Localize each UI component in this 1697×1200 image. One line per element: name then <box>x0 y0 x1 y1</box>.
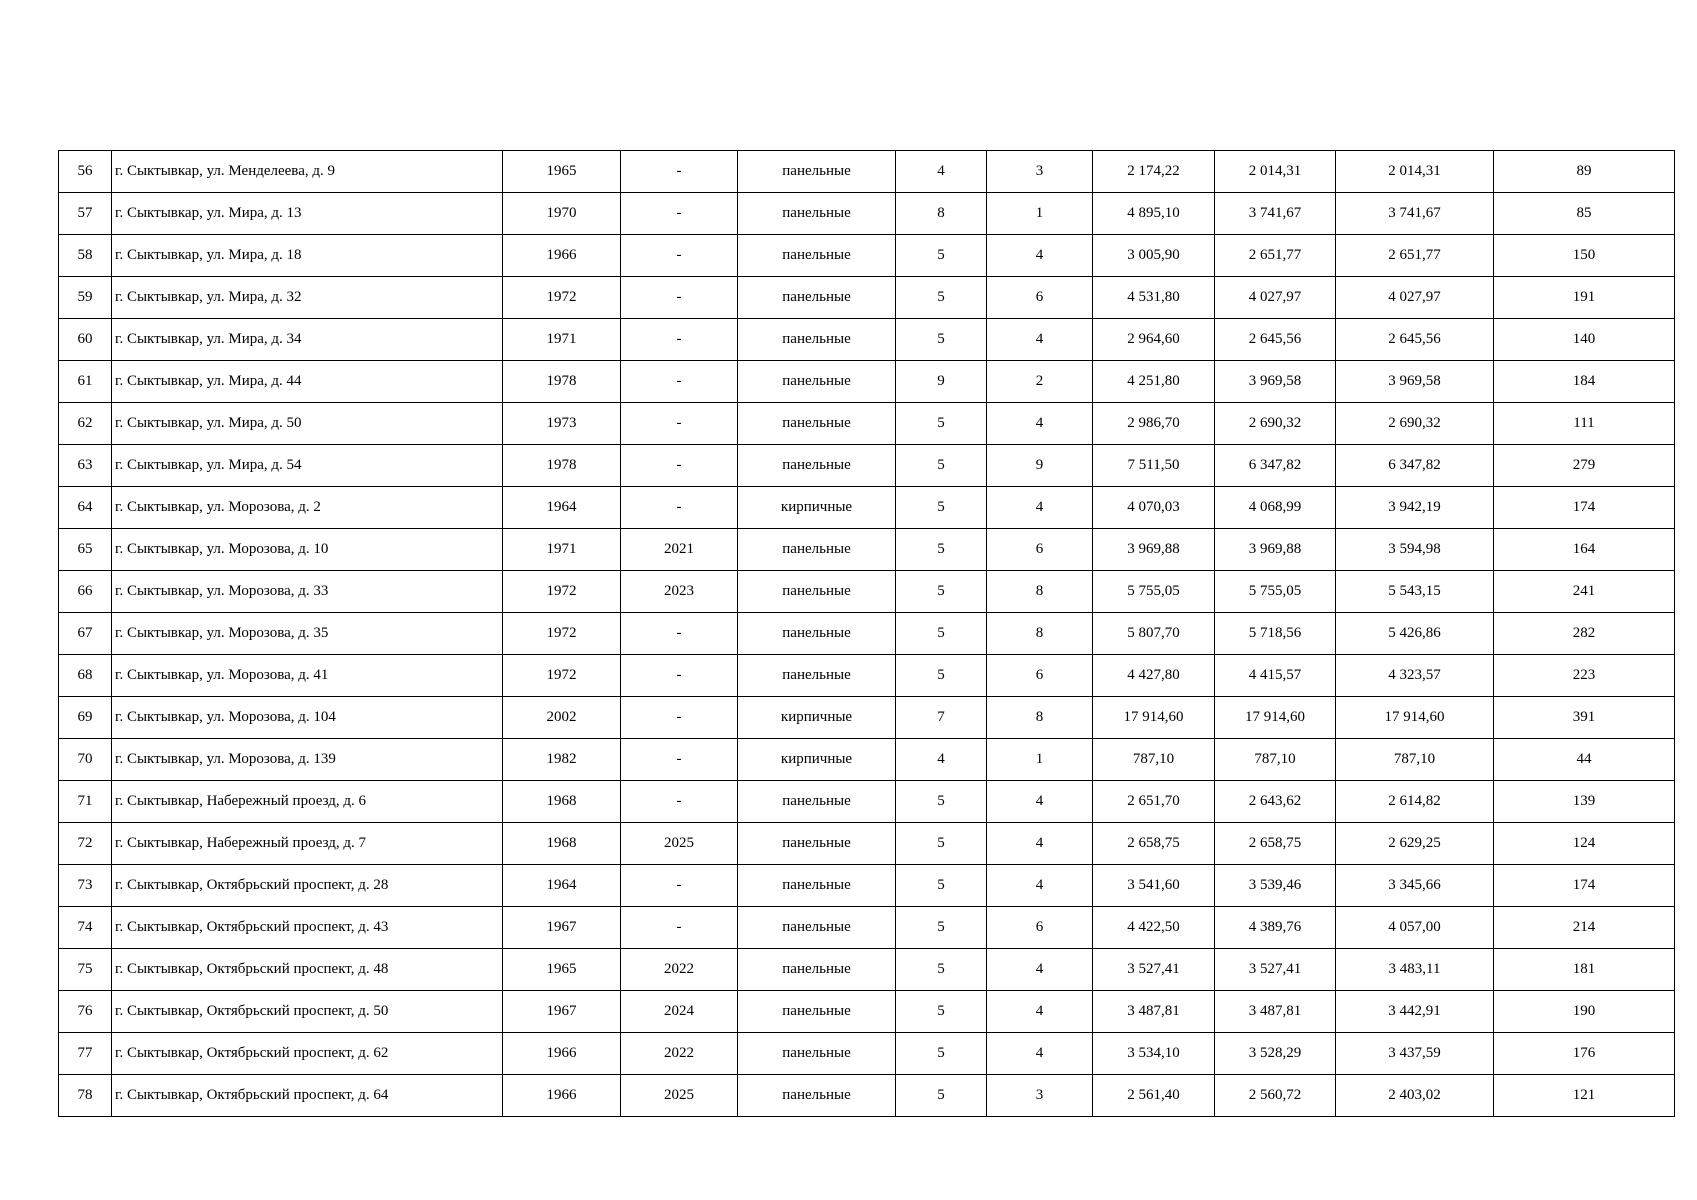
cell-area-2: 3 487,81 <box>1215 991 1336 1033</box>
cell-year-built: 1967 <box>503 907 621 949</box>
cell-row-number: 57 <box>59 193 112 235</box>
cell-area-3: 2 629,25 <box>1336 823 1494 865</box>
cell-row-number: 73 <box>59 865 112 907</box>
cell-address: г. Сыктывкар, ул. Морозова, д. 33 <box>112 571 503 613</box>
cell-wall-material: панельные <box>738 1075 896 1117</box>
cell-row-number: 61 <box>59 361 112 403</box>
cell-entrances: 6 <box>987 277 1093 319</box>
cell-area-3: 3 442,91 <box>1336 991 1494 1033</box>
cell-entrances: 4 <box>987 781 1093 823</box>
cell-wall-material: панельные <box>738 571 896 613</box>
cell-floors: 5 <box>896 865 987 907</box>
cell-wall-material: кирпичные <box>738 697 896 739</box>
cell-row-number: 62 <box>59 403 112 445</box>
cell-floors: 5 <box>896 403 987 445</box>
cell-address: г. Сыктывкар, Октябрьский проспект, д. 48 <box>112 949 503 991</box>
cell-row-number: 58 <box>59 235 112 277</box>
cell-row-number: 70 <box>59 739 112 781</box>
cell-wall-material: панельные <box>738 613 896 655</box>
table-row <box>59 529 1675 571</box>
cell-entrances: 6 <box>987 529 1093 571</box>
cell-entrances: 4 <box>987 991 1093 1033</box>
cell-area-3: 6 347,82 <box>1336 445 1494 487</box>
cell-wall-material: панельные <box>738 655 896 697</box>
cell-wall-material: панельные <box>738 361 896 403</box>
cell-area-2: 3 528,29 <box>1215 1033 1336 1075</box>
cell-year-repair: 2023 <box>621 571 738 613</box>
cell-year-repair: - <box>621 319 738 361</box>
cell-entrances: 4 <box>987 865 1093 907</box>
cell-area-2: 4 027,97 <box>1215 277 1336 319</box>
cell-entrances: 1 <box>987 193 1093 235</box>
cell-area-2: 2 658,75 <box>1215 823 1336 865</box>
cell-address: г. Сыктывкар, ул. Морозова, д. 10 <box>112 529 503 571</box>
cell-year-built: 1966 <box>503 235 621 277</box>
cell-residents: 223 <box>1494 655 1675 697</box>
cell-area-2: 3 741,67 <box>1215 193 1336 235</box>
cell-residents: 391 <box>1494 697 1675 739</box>
cell-year-repair: 2022 <box>621 949 738 991</box>
cell-area-2: 2 560,72 <box>1215 1075 1336 1117</box>
cell-total-area: 2 174,22 <box>1093 151 1215 193</box>
cell-row-number: 64 <box>59 487 112 529</box>
cell-entrances: 8 <box>987 697 1093 739</box>
cell-total-area: 787,10 <box>1093 739 1215 781</box>
cell-address: г. Сыктывкар, ул. Морозова, д. 35 <box>112 613 503 655</box>
cell-address: г. Сыктывкар, ул. Мира, д. 13 <box>112 193 503 235</box>
cell-area-3: 4 027,97 <box>1336 277 1494 319</box>
cell-residents: 164 <box>1494 529 1675 571</box>
cell-residents: 184 <box>1494 361 1675 403</box>
cell-area-3: 2 014,31 <box>1336 151 1494 193</box>
cell-year-repair: - <box>621 655 738 697</box>
cell-wall-material: панельные <box>738 445 896 487</box>
table-row <box>59 487 1675 529</box>
cell-year-built: 1972 <box>503 655 621 697</box>
cell-area-2: 6 347,82 <box>1215 445 1336 487</box>
cell-area-2: 2 651,77 <box>1215 235 1336 277</box>
cell-year-repair: - <box>621 361 738 403</box>
cell-year-built: 1972 <box>503 613 621 655</box>
cell-total-area: 2 561,40 <box>1093 1075 1215 1117</box>
table-row <box>59 571 1675 613</box>
cell-area-2: 4 415,57 <box>1215 655 1336 697</box>
cell-area-2: 2 014,31 <box>1215 151 1336 193</box>
cell-address: г. Сыктывкар, Октябрьский проспект, д. 50 <box>112 991 503 1033</box>
cell-wall-material: панельные <box>738 949 896 991</box>
cell-residents: 176 <box>1494 1033 1675 1075</box>
cell-total-area: 3 541,60 <box>1093 865 1215 907</box>
cell-year-built: 1971 <box>503 319 621 361</box>
cell-year-built: 1972 <box>503 571 621 613</box>
cell-total-area: 4 070,03 <box>1093 487 1215 529</box>
table-row <box>59 445 1675 487</box>
cell-area-3: 4 057,00 <box>1336 907 1494 949</box>
cell-year-repair: - <box>621 907 738 949</box>
cell-row-number: 78 <box>59 1075 112 1117</box>
cell-year-repair: - <box>621 487 738 529</box>
cell-entrances: 8 <box>987 613 1093 655</box>
cell-total-area: 2 651,70 <box>1093 781 1215 823</box>
cell-residents: 121 <box>1494 1075 1675 1117</box>
cell-area-2: 17 914,60 <box>1215 697 1336 739</box>
cell-wall-material: панельные <box>738 991 896 1033</box>
cell-floors: 5 <box>896 823 987 865</box>
cell-total-area: 7 511,50 <box>1093 445 1215 487</box>
cell-row-number: 67 <box>59 613 112 655</box>
cell-residents: 44 <box>1494 739 1675 781</box>
cell-year-repair: - <box>621 445 738 487</box>
cell-year-built: 1970 <box>503 193 621 235</box>
cell-address: г. Сыктывкар, Октябрьский проспект, д. 43 <box>112 907 503 949</box>
cell-residents: 241 <box>1494 571 1675 613</box>
table-row <box>59 823 1675 865</box>
cell-area-2: 5 718,56 <box>1215 613 1336 655</box>
table-body <box>59 151 1675 1117</box>
cell-row-number: 69 <box>59 697 112 739</box>
table-row <box>59 403 1675 445</box>
cell-residents: 191 <box>1494 277 1675 319</box>
cell-area-2: 2 690,32 <box>1215 403 1336 445</box>
cell-address: г. Сыктывкар, Октябрьский проспект, д. 28 <box>112 865 503 907</box>
cell-floors: 5 <box>896 235 987 277</box>
table-row <box>59 193 1675 235</box>
cell-total-area: 4 427,80 <box>1093 655 1215 697</box>
cell-area-3: 787,10 <box>1336 739 1494 781</box>
cell-total-area: 4 895,10 <box>1093 193 1215 235</box>
cell-residents: 279 <box>1494 445 1675 487</box>
cell-area-3: 3 437,59 <box>1336 1033 1494 1075</box>
cell-entrances: 4 <box>987 403 1093 445</box>
cell-year-repair: - <box>621 151 738 193</box>
cell-row-number: 74 <box>59 907 112 949</box>
cell-total-area: 17 914,60 <box>1093 697 1215 739</box>
cell-entrances: 4 <box>987 949 1093 991</box>
cell-total-area: 3 005,90 <box>1093 235 1215 277</box>
cell-wall-material: панельные <box>738 193 896 235</box>
cell-wall-material: панельные <box>738 403 896 445</box>
table-row <box>59 781 1675 823</box>
cell-row-number: 77 <box>59 1033 112 1075</box>
cell-year-repair: - <box>621 193 738 235</box>
cell-year-repair: - <box>621 739 738 781</box>
cell-residents: 111 <box>1494 403 1675 445</box>
cell-area-2: 3 969,88 <box>1215 529 1336 571</box>
table-row <box>59 613 1675 655</box>
cell-floors: 5 <box>896 277 987 319</box>
cell-wall-material: панельные <box>738 781 896 823</box>
cell-year-built: 1978 <box>503 361 621 403</box>
cell-floors: 5 <box>896 445 987 487</box>
cell-year-built: 1964 <box>503 487 621 529</box>
cell-residents: 140 <box>1494 319 1675 361</box>
cell-floors: 5 <box>896 907 987 949</box>
cell-floors: 5 <box>896 1075 987 1117</box>
cell-year-built: 1968 <box>503 823 621 865</box>
table-row <box>59 151 1675 193</box>
cell-total-area: 5 755,05 <box>1093 571 1215 613</box>
cell-address: г. Сыктывкар, ул. Мира, д. 34 <box>112 319 503 361</box>
cell-residents: 139 <box>1494 781 1675 823</box>
cell-address: г. Сыктывкар, ул. Мира, д. 32 <box>112 277 503 319</box>
cell-year-built: 1965 <box>503 949 621 991</box>
cell-residents: 124 <box>1494 823 1675 865</box>
cell-floors: 5 <box>896 655 987 697</box>
table-row <box>59 655 1675 697</box>
cell-year-built: 1982 <box>503 739 621 781</box>
cell-area-2: 4 389,76 <box>1215 907 1336 949</box>
cell-address: г. Сыктывкар, ул. Мира, д. 50 <box>112 403 503 445</box>
cell-area-2: 5 755,05 <box>1215 571 1336 613</box>
cell-row-number: 75 <box>59 949 112 991</box>
cell-area-3: 5 543,15 <box>1336 571 1494 613</box>
cell-residents: 174 <box>1494 865 1675 907</box>
cell-area-3: 3 483,11 <box>1336 949 1494 991</box>
cell-area-2: 787,10 <box>1215 739 1336 781</box>
cell-floors: 8 <box>896 193 987 235</box>
cell-row-number: 56 <box>59 151 112 193</box>
cell-year-repair: - <box>621 865 738 907</box>
cell-year-repair: 2025 <box>621 1075 738 1117</box>
cell-wall-material: кирпичные <box>738 739 896 781</box>
cell-row-number: 63 <box>59 445 112 487</box>
cell-year-built: 1971 <box>503 529 621 571</box>
cell-year-repair: - <box>621 613 738 655</box>
cell-year-built: 1967 <box>503 991 621 1033</box>
table-row <box>59 235 1675 277</box>
cell-year-repair: - <box>621 403 738 445</box>
cell-year-repair: - <box>621 697 738 739</box>
cell-wall-material: панельные <box>738 235 896 277</box>
cell-entrances: 6 <box>987 655 1093 697</box>
cell-year-repair: - <box>621 781 738 823</box>
cell-entrances: 3 <box>987 1075 1093 1117</box>
cell-area-2: 2 645,56 <box>1215 319 1336 361</box>
cell-area-3: 2 690,32 <box>1336 403 1494 445</box>
cell-entrances: 1 <box>987 739 1093 781</box>
cell-year-built: 1973 <box>503 403 621 445</box>
cell-residents: 181 <box>1494 949 1675 991</box>
cell-area-3: 2 651,77 <box>1336 235 1494 277</box>
cell-row-number: 65 <box>59 529 112 571</box>
cell-floors: 5 <box>896 781 987 823</box>
table-row <box>59 739 1675 781</box>
cell-floors: 5 <box>896 1033 987 1075</box>
cell-year-built: 2002 <box>503 697 621 739</box>
cell-total-area: 3 487,81 <box>1093 991 1215 1033</box>
cell-year-repair: 2021 <box>621 529 738 571</box>
table-row <box>59 1033 1675 1075</box>
cell-residents: 150 <box>1494 235 1675 277</box>
cell-area-3: 3 942,19 <box>1336 487 1494 529</box>
table-row <box>59 319 1675 361</box>
table-row <box>59 865 1675 907</box>
cell-area-3: 3 741,67 <box>1336 193 1494 235</box>
cell-row-number: 68 <box>59 655 112 697</box>
cell-address: г. Сыктывкар, Октябрьский проспект, д. 62 <box>112 1033 503 1075</box>
cell-total-area: 5 807,70 <box>1093 613 1215 655</box>
cell-row-number: 59 <box>59 277 112 319</box>
cell-address: г. Сыктывкар, ул. Менделеева, д. 9 <box>112 151 503 193</box>
cell-floors: 5 <box>896 571 987 613</box>
cell-row-number: 71 <box>59 781 112 823</box>
cell-entrances: 2 <box>987 361 1093 403</box>
cell-total-area: 3 969,88 <box>1093 529 1215 571</box>
table-row <box>59 361 1675 403</box>
cell-address: г. Сыктывкар, ул. Морозова, д. 139 <box>112 739 503 781</box>
cell-year-built: 1966 <box>503 1075 621 1117</box>
cell-address: г. Сыктывкар, ул. Мира, д. 18 <box>112 235 503 277</box>
cell-floors: 4 <box>896 739 987 781</box>
cell-year-repair: - <box>621 277 738 319</box>
cell-year-repair: 2024 <box>621 991 738 1033</box>
cell-area-2: 2 643,62 <box>1215 781 1336 823</box>
cell-row-number: 72 <box>59 823 112 865</box>
cell-floors: 4 <box>896 151 987 193</box>
cell-residents: 85 <box>1494 193 1675 235</box>
cell-row-number: 76 <box>59 991 112 1033</box>
cell-wall-material: панельные <box>738 151 896 193</box>
cell-total-area: 2 986,70 <box>1093 403 1215 445</box>
cell-address: г. Сыктывкар, ул. Морозова, д. 2 <box>112 487 503 529</box>
cell-wall-material: панельные <box>738 319 896 361</box>
cell-floors: 5 <box>896 487 987 529</box>
cell-row-number: 60 <box>59 319 112 361</box>
cell-area-3: 17 914,60 <box>1336 697 1494 739</box>
cell-address: г. Сыктывкар, Набережный проезд, д. 6 <box>112 781 503 823</box>
table-row <box>59 277 1675 319</box>
cell-area-3: 4 323,57 <box>1336 655 1494 697</box>
cell-area-3: 3 345,66 <box>1336 865 1494 907</box>
cell-year-repair: - <box>621 235 738 277</box>
cell-address: г. Сыктывкар, ул. Морозова, д. 104 <box>112 697 503 739</box>
cell-total-area: 4 251,80 <box>1093 361 1215 403</box>
cell-entrances: 4 <box>987 235 1093 277</box>
cell-area-2: 3 969,58 <box>1215 361 1336 403</box>
cell-wall-material: панельные <box>738 823 896 865</box>
cell-total-area: 4 531,80 <box>1093 277 1215 319</box>
cell-wall-material: панельные <box>738 529 896 571</box>
cell-wall-material: панельные <box>738 277 896 319</box>
cell-residents: 89 <box>1494 151 1675 193</box>
cell-entrances: 6 <box>987 907 1093 949</box>
cell-wall-material: кирпичные <box>738 487 896 529</box>
table-row <box>59 907 1675 949</box>
cell-address: г. Сыктывкар, ул. Мира, д. 44 <box>112 361 503 403</box>
cell-area-3: 3 969,58 <box>1336 361 1494 403</box>
cell-total-area: 3 534,10 <box>1093 1033 1215 1075</box>
cell-total-area: 4 422,50 <box>1093 907 1215 949</box>
cell-entrances: 4 <box>987 823 1093 865</box>
cell-floors: 5 <box>896 529 987 571</box>
cell-year-built: 1972 <box>503 277 621 319</box>
table-row <box>59 991 1675 1033</box>
cell-area-2: 3 527,41 <box>1215 949 1336 991</box>
cell-floors: 5 <box>896 319 987 361</box>
cell-floors: 5 <box>896 991 987 1033</box>
cell-year-built: 1965 <box>503 151 621 193</box>
cell-total-area: 2 658,75 <box>1093 823 1215 865</box>
cell-year-built: 1968 <box>503 781 621 823</box>
table-row <box>59 1075 1675 1117</box>
cell-address: г. Сыктывкар, ул. Мира, д. 54 <box>112 445 503 487</box>
table-row <box>59 697 1675 739</box>
cell-area-3: 2 645,56 <box>1336 319 1494 361</box>
cell-total-area: 3 527,41 <box>1093 949 1215 991</box>
cell-wall-material: панельные <box>738 865 896 907</box>
cell-address: г. Сыктывкар, ул. Морозова, д. 41 <box>112 655 503 697</box>
cell-area-2: 4 068,99 <box>1215 487 1336 529</box>
cell-address: г. Сыктывкар, Октябрьский проспект, д. 64 <box>112 1075 503 1117</box>
cell-total-area: 2 964,60 <box>1093 319 1215 361</box>
cell-floors: 5 <box>896 613 987 655</box>
cell-row-number: 66 <box>59 571 112 613</box>
cell-entrances: 4 <box>987 1033 1093 1075</box>
cell-address: г. Сыктывкар, Набережный проезд, д. 7 <box>112 823 503 865</box>
cell-area-2: 3 539,46 <box>1215 865 1336 907</box>
cell-area-3: 2 614,82 <box>1336 781 1494 823</box>
cell-year-built: 1964 <box>503 865 621 907</box>
cell-residents: 214 <box>1494 907 1675 949</box>
housing-registry-table <box>58 150 1675 1117</box>
cell-year-repair: 2025 <box>621 823 738 865</box>
cell-year-built: 1978 <box>503 445 621 487</box>
cell-wall-material: панельные <box>738 907 896 949</box>
cell-area-3: 2 403,02 <box>1336 1075 1494 1117</box>
cell-area-3: 5 426,86 <box>1336 613 1494 655</box>
cell-residents: 282 <box>1494 613 1675 655</box>
cell-entrances: 8 <box>987 571 1093 613</box>
cell-area-3: 3 594,98 <box>1336 529 1494 571</box>
cell-year-built: 1966 <box>503 1033 621 1075</box>
cell-year-repair: 2022 <box>621 1033 738 1075</box>
cell-residents: 190 <box>1494 991 1675 1033</box>
cell-floors: 7 <box>896 697 987 739</box>
cell-residents: 174 <box>1494 487 1675 529</box>
table-row <box>59 949 1675 991</box>
cell-entrances: 4 <box>987 319 1093 361</box>
cell-wall-material: панельные <box>738 1033 896 1075</box>
cell-entrances: 9 <box>987 445 1093 487</box>
cell-floors: 9 <box>896 361 987 403</box>
cell-floors: 5 <box>896 949 987 991</box>
cell-entrances: 4 <box>987 487 1093 529</box>
cell-entrances: 3 <box>987 151 1093 193</box>
